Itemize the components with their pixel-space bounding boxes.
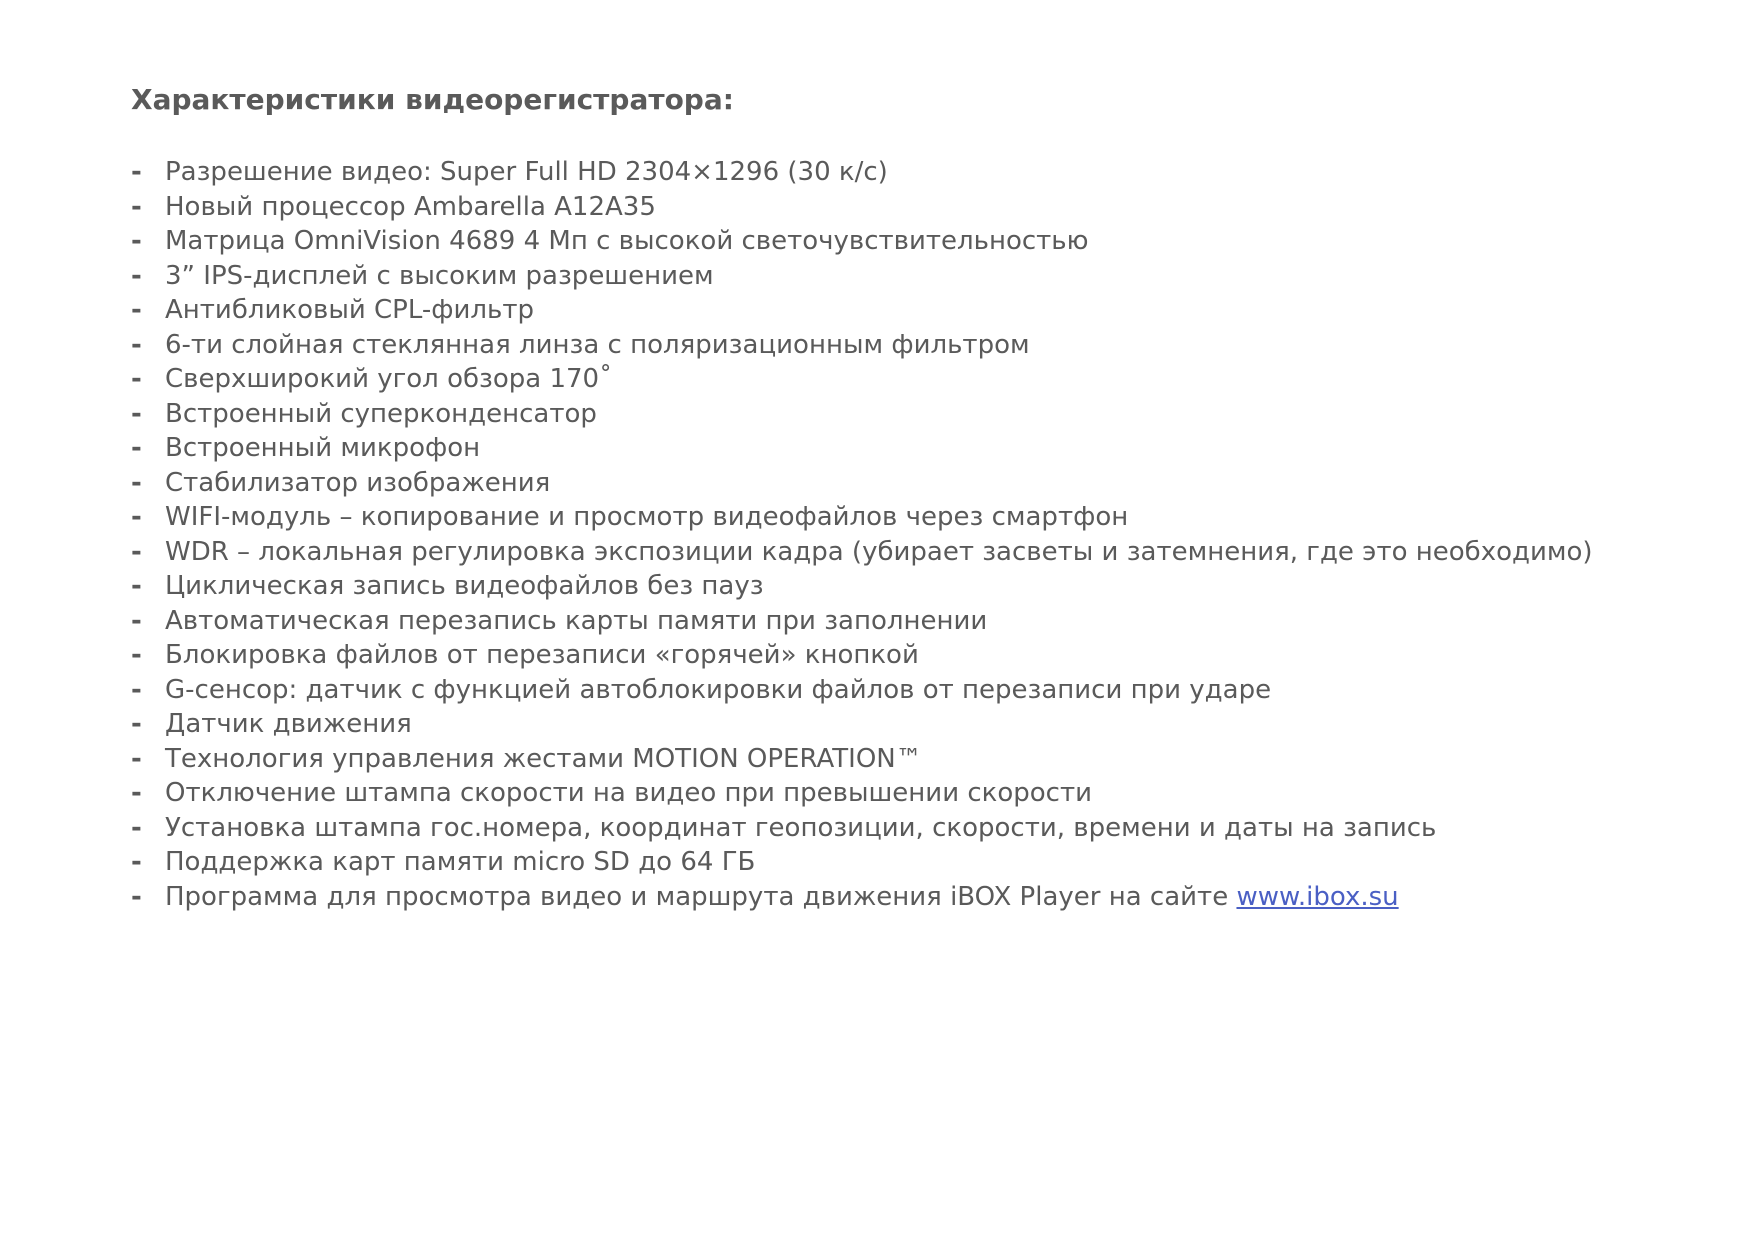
bullet-dash: - [131,295,142,325]
bullet-dash: - [131,260,142,291]
bullet-dash: - [131,157,142,187]
spec-text: Автоматическая перезапись карты памяти при заполнении [165,605,988,636]
bullet-dash: - [131,605,142,636]
spec-text: WIFI-модуль – копирование и просмотр видеофайлов через смартфон [165,502,1129,532]
spec-item-stabilizer [131,466,1593,501]
spec-text: Новый процессор Ambarella A12A35 [165,191,656,222]
spec-item-gesture-control [131,742,1593,777]
spec-item-processor [131,190,1593,225]
bullet-dash: - [131,571,142,601]
spec-text: Поддержка карт памяти micro SD до 64 ГБ [165,847,756,877]
spec-text: Стабилизатор изображения [165,467,551,498]
spec-item-video-resolution [131,155,1593,190]
bullet-dash: - [131,709,142,739]
bullet-dash: - [131,640,142,670]
spec-text: Установка штампа гос.номера, координат геопозиции, скорости, времени и даты на запись [165,812,1437,843]
bullet-dash: - [131,881,142,912]
spec-text: Встроенный суперконденсатор [165,398,597,429]
spec-item-stamp-settings [131,811,1593,846]
spec-text: Антибликовый CPL-фильтр [165,295,534,325]
spec-item-g-sensor [131,673,1593,708]
bullet-dash: - [131,536,142,567]
spec-item-speed-stamp-off [131,776,1593,811]
spec-item-view-angle [131,362,1593,397]
spec-item-cpl-filter [131,293,1593,328]
bullet-dash: - [131,778,142,808]
spec-text: Встроенный микрофон [165,433,481,463]
spec-text: Матрица OmniVision 4689 4 Мп с высокой светочувствительностью [165,226,1089,256]
spec-item-supercapacitor [131,397,1593,432]
spec-text: Циклическая запись видеофайлов без пауз [165,571,764,601]
spec-item-wifi [131,500,1593,535]
bullet-dash: - [131,364,142,394]
spec-item-lens [131,328,1593,363]
bullet-dash: - [131,467,142,498]
spec-list [131,155,1593,914]
bullet-dash: - [131,398,142,429]
spec-item-wdr [131,535,1593,570]
spec-text: Отключение штампа скорости на видео при превышении скорости [165,778,1093,808]
spec-text: Программа для просмотра видео и маршрута движения iBOX Player на сайте [165,881,1237,912]
spec-item-microphone [131,431,1593,466]
bullet-dash: - [131,433,142,463]
spec-text: 3” IPS-дисплей с высоким разрешением [165,260,714,291]
bullet-dash: - [131,847,142,877]
spec-text: 6-ти слойная стеклянная линза с поляризационным фильтром [165,329,1030,360]
spec-text: Разрешение видео: Super Full HD 2304×1296 (30 к/с) [165,157,888,187]
bullet-dash: - [131,191,142,222]
bullet-dash: - [131,502,142,532]
spec-item-player-software [131,880,1593,915]
bullet-dash: - [131,812,142,843]
spec-text: Блокировка файлов от перезаписи «горячей» кнопкой [165,640,919,670]
bullet-dash: - [131,329,142,360]
spec-item-motion-sensor [131,707,1593,742]
bullet-dash: - [131,674,142,705]
spec-text: WDR – локальная регулировка экспозиции кадра (убирает засветы и затемнения, где это необходимо) [165,536,1593,567]
bullet-dash: - [131,226,142,256]
spec-item-sd-card [131,845,1593,880]
spec-item-display [131,259,1593,294]
document-heading: Характеристики видеорегистратора: [131,83,734,116]
bullet-dash: - [131,743,142,774]
spec-item-auto-overwrite [131,604,1593,639]
spec-item-file-lock [131,638,1593,673]
spec-text: Датчик движения [165,709,412,739]
website-link[interactable]: www.ibox.su [1236,881,1399,912]
spec-text: Технология управления жестами MOTION OPERATION™ [165,743,922,774]
spec-text: G-сенсор: датчик с функцией автоблокировки файлов от перезаписи при ударе [165,674,1272,705]
spec-text: Сверхширокий угол обзора 170˚ [165,364,613,394]
spec-item-loop-recording [131,569,1593,604]
spec-item-sensor [131,224,1593,259]
